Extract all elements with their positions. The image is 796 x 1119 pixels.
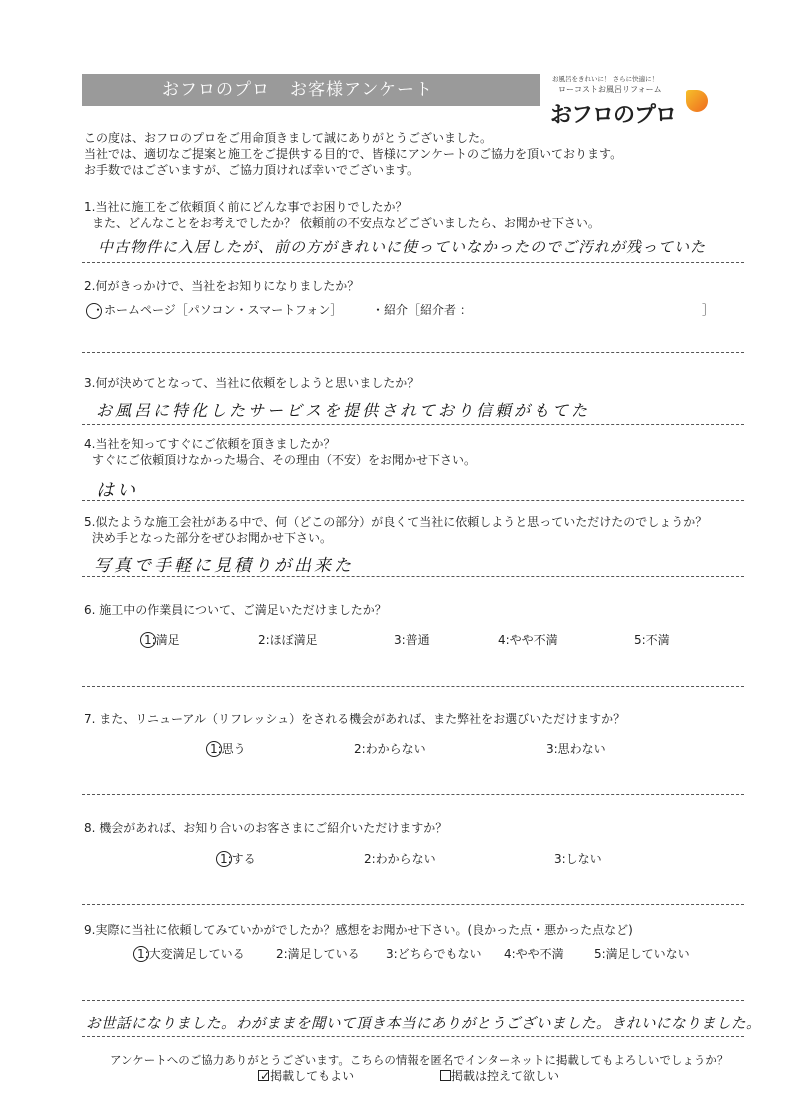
q1-question: 1.当社に施工をご依頼頂く前にどんな事でお困りでしたか？ [84,200,408,214]
q4-question: 4.当社を知ってすぐにご依頼を頂きましたか？ [84,437,336,451]
q3-answer-line [82,424,744,425]
publish-consent-no-label: 掲載は控えて欲しい [451,1069,560,1083]
publish-consent-question: アンケートへのご協力ありがとうございます。こちらの情報を匿名でインターネットに掲載してもよろしいでしょうか？ [110,1053,729,1067]
q6-option-4: 4:やや不満 [498,633,558,647]
q2-option-referral: ・紹介［紹介者 ： [372,303,472,317]
q6-option-2: 2:ほぼ満足 [258,633,318,647]
q2-question: 2.何がきっかけで、当社をお知りになりましたか？ [84,279,360,293]
publish-consent-yes-label: 掲載してもよい [270,1069,355,1083]
q9-option-5: 5:満足していない [594,947,690,961]
q9-answer: お世話になりました。わがままを聞いて頂き本当にありがとうございました。きれいになりました。 [86,1016,761,1032]
q6-option-5: 5:不満 [634,633,670,647]
q2-option-homepage: ・ホームページ［パソコン・スマートフォン］ [92,303,343,317]
logo-tagline: お風呂をきれいに！ さらに快適に！ [552,75,659,83]
q1-answer-line [82,262,744,263]
q8-option-2: 2:わからない [364,852,436,866]
q7-question: 7. また、リニューアル（リフレッシュ）をされる機会があれば、また弊社をお選びいただけますか？ [84,712,626,726]
q7-option-2: 2:わからない [354,742,426,756]
q9-option-4: 4:やや不満 [504,947,564,961]
q7-option-3: 3:思わない [546,742,606,756]
check-mark-icon: ✓ [260,1069,271,1083]
survey-title-bar [82,74,540,106]
q9-line-1 [82,1000,744,1001]
logo-subtitle: ローコストお風呂リフォーム [558,85,662,94]
q9-answer-line [82,1036,744,1037]
q5-question-2: 決め手となった部分をぜひお聞かせ下さい。 [92,531,333,545]
q7-answer-line [82,794,744,795]
publish-consent-no[interactable] [440,1068,559,1084]
q1-question-2: また、どんなことをお考えでしたか？ 依頼前の不安点などございましたら、お聞かせ下さい。 [92,216,600,230]
q8-question: 8. 機会があれば、お知り合いのお客さまにご紹介いただけますか？ [84,821,448,835]
q4-answer-line [82,500,744,501]
q8-answer-line [82,904,744,905]
logo-mark-icon [686,90,708,112]
intro-line-1: この度は、おフロのプロをご用命頂きまして誠にありがとうございました。 [84,131,493,145]
q5-question: 5.似たような施工会社がある中で、何（どこの部分）が良くて当社に依頼しようと思っていただけたのでしょうか？ [84,515,708,529]
q2-option-referral-close: ］ [702,303,715,317]
publish-consent-yes[interactable] [258,1068,354,1084]
q9-option-2: 2:満足している [276,947,360,961]
q5-answer: 写真で手軽に見積りが出来た [94,556,354,576]
q9-option-1: 1:大変満足している [137,947,245,961]
q6-option-3: 3:普通 [394,633,430,647]
title-company: おフロのプロ [162,80,270,100]
q1-answer: 中古物件に入居したが、前の方がきれいに使っていなかったのでご汚れが残っていた [98,238,707,256]
intro-line-3: お手数ではございますが、ご協力頂ければ幸いでございます。 [84,163,420,177]
q4-question-2: すぐにご依頼頂けなかった場合、その理由（不安）をお聞かせ下さい。 [92,453,477,467]
checkbox-icon[interactable] [440,1070,451,1081]
title-survey: お客様アンケート [290,80,433,100]
q8-option-3: 3:しない [554,852,602,866]
intro-line-2: 当社では、適切なご提案と施工をご提供する目的で、皆様にアンケートのご協力を頂いております。 [84,147,623,161]
q9-option-3: 3:どちらでもない [386,947,482,961]
q7-option-1: 1:思う [210,742,246,756]
q6-option-1: 1:満足 [144,633,180,647]
q6-answer-line [82,686,744,687]
q9-question: 9.実際に当社に依頼してみていかがでしたか？感想をお聞かせ下さい。(良かった点・悪かった点など) [84,923,633,937]
q4-answer: はい [96,480,138,501]
q2-answer-line [82,352,744,353]
q6-question: 6. 施工中の作業員について、ご満足いただけましたか？ [84,603,387,617]
logo-name: おフロのプロ [550,103,677,128]
q8-option-1: 1:する [220,852,256,866]
q5-answer-line [82,576,744,577]
q3-answer: お風呂に特化したサービスを提供されており信頼がもてた [96,401,591,420]
q3-question: 3.何が決めてとなって、当社に依頼をしようと思いましたか？ [84,376,420,390]
